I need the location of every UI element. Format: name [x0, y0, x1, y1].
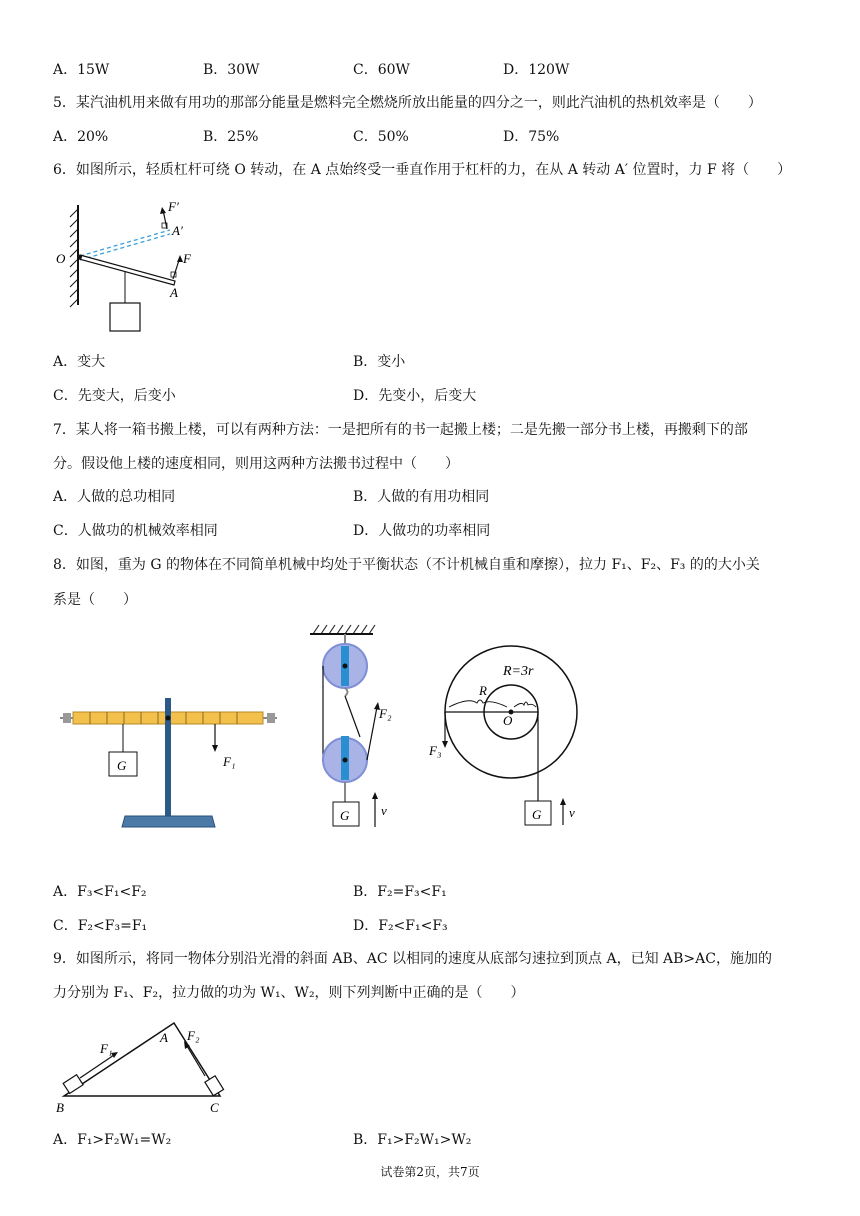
label-f-prime: F′	[168, 199, 179, 214]
q4-option-c: C．60W	[353, 62, 410, 78]
pulley-v-label: v	[381, 803, 387, 818]
ruler-end-right	[267, 713, 275, 723]
label-a-prime: A′	[172, 223, 183, 238]
f2-rope	[367, 707, 377, 760]
q6-option-c: C．先变大，后变小	[53, 388, 176, 404]
pulley-v-arrowhead	[372, 792, 378, 799]
stand-pivot	[166, 716, 171, 721]
q5-stem: 5．某汽油机用来做有用功的那部分能量是燃料完全燃烧所放出能量的四分之一，则此汽油机的热机效率是（ ）	[53, 95, 762, 111]
q7-stem-line2: 分。假设他上楼的速度相同，则用这两种方法搬书过程中（ ）	[53, 456, 459, 472]
page-footer: 试卷第2页，共7页	[380, 1165, 480, 1179]
q8-stem-line2: 系是（ ）	[53, 592, 137, 608]
label-incline-c: C	[210, 1100, 219, 1115]
fixed-pulley-axle	[343, 664, 348, 669]
q7-option-b: B．人做的有用功相同	[353, 489, 490, 505]
incline-figure	[52, 1018, 237, 1118]
ruler-end-left	[63, 713, 71, 723]
ruler-lever-figure	[55, 690, 285, 835]
lever-dashed-top	[80, 230, 170, 256]
q7-stem-line1: 7．某人将一箱书搬上楼，可以有两种方法：一是把所有的书一起搬上楼；二是先搬一部分书上楼，再搬剩下的部	[53, 422, 748, 438]
lever-figure	[50, 195, 210, 340]
q6-stem: 6．如图所示，轻质杠杆可绕 O 转动，在 A 点始终受一垂直作用于杠杆的力，在从 A 转动 A′ 位置时，力 F 将（ ）	[53, 162, 792, 178]
label-incline-f1: F₁	[100, 1041, 113, 1056]
lever-dashed-bottom	[80, 234, 170, 260]
q8-option-b: B．F₂=F₃<F₁	[353, 884, 447, 900]
lever-bar	[79, 255, 175, 285]
label-a: A	[170, 285, 178, 300]
radius-small-brace	[514, 702, 536, 707]
q5-option-b: B．25%	[203, 129, 259, 145]
movable-pulley-axle	[343, 758, 348, 763]
f1-arrowhead	[212, 745, 218, 752]
q8-option-a: A．F₃<F₁<F₂	[53, 884, 147, 900]
label-incline-b: B	[56, 1100, 64, 1115]
wheel-axle-figure	[425, 625, 590, 835]
q9-option-b: B．F₁>F₂W₁>W₂	[353, 1132, 472, 1148]
q9-option-a: A．F₁>F₂W₁=W₂	[53, 1132, 172, 1148]
pulley-figure	[305, 622, 415, 837]
f2-incline-arrow	[187, 1046, 205, 1076]
label-incline-f2: F₂	[187, 1028, 200, 1043]
wheel-v-arrowhead	[560, 798, 566, 805]
label-o: O	[56, 251, 66, 266]
block-ac	[205, 1076, 224, 1096]
stand-base	[122, 816, 215, 827]
label-o-center: O	[503, 713, 513, 728]
q9-stem-line1: 9．如图所示，将同一物体分别沿光滑的斜面 AB、AC 以相同的速度从底部匀速拉到顶点 A，已知 AB>AC，施加的	[53, 951, 772, 967]
label-r-big: R	[479, 683, 487, 698]
pulley-weight-label: G	[340, 808, 350, 823]
label-r-equation: R=3r	[503, 664, 534, 679]
wheel-v-label: v	[569, 805, 575, 820]
q4-option-d: D．120W	[503, 62, 570, 78]
q6-option-d: D．先变小，后变大	[353, 388, 477, 404]
label-incline-a: A	[160, 1030, 168, 1045]
q9-stem-line2: 力分别为 F₁、F₂，拉力做的功为 W₁、W₂，则下列判断中正确的是（ ）	[53, 985, 525, 1001]
q7-option-d: D．人做功的功率相同	[353, 523, 491, 539]
label-f1: F₁	[223, 754, 236, 769]
q6-option-a: A．变大	[53, 354, 106, 370]
q8-stem-line1: 8．如图，重为 G 的物体在不同简单机械中均处于平衡状态（不计机械自重和摩擦），拉力 F₁、F₂、F₃ 的的大小关	[53, 557, 760, 573]
q4-option-b: B．30W	[203, 62, 260, 78]
f3-arrowhead	[442, 741, 448, 748]
q8-option-d: D．F₂<F₁<F₃	[353, 918, 448, 934]
q5-option-a: A．20%	[53, 129, 109, 145]
q6-option-b: B．变小	[353, 354, 406, 370]
q5-option-d: D．75%	[503, 129, 560, 145]
wheel-weight-label: G	[532, 807, 542, 822]
ceiling-hatch	[313, 625, 375, 634]
pivot-dot	[78, 255, 82, 259]
radius-r-brace	[449, 700, 507, 707]
q5-option-c: C．50%	[353, 129, 409, 145]
label-f: F	[183, 251, 191, 266]
q7-option-c: C．人做功的机械效率相同	[53, 523, 218, 539]
wall-hatch	[70, 209, 78, 307]
q7-option-a: A．人做的总功相同	[53, 489, 176, 505]
force-fprime-arrowhead	[160, 207, 166, 214]
q4-option-a: A．15W	[53, 62, 110, 78]
label-f2: F₂	[379, 706, 392, 721]
fixed-pulley-hook	[345, 688, 348, 696]
label-f3: F₃	[429, 743, 442, 758]
q8-option-c: C．F₂<F₃=F₁	[53, 918, 148, 934]
rope-mid	[345, 696, 360, 737]
weight-box	[110, 303, 140, 331]
ruler-weight-label: G	[117, 758, 127, 773]
